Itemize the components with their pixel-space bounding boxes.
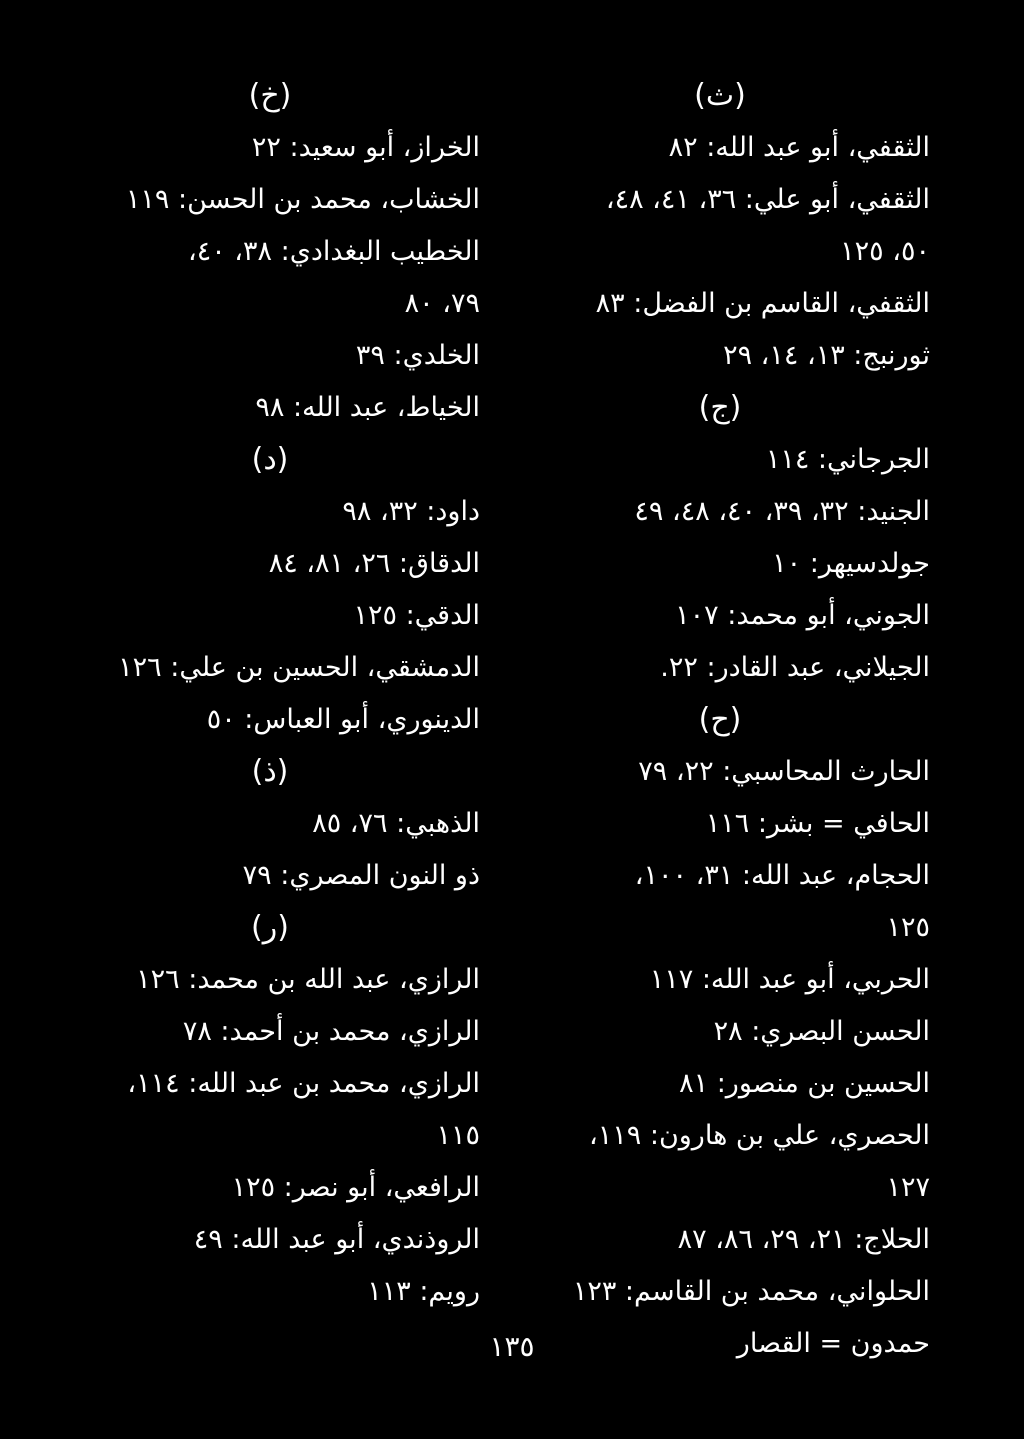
section-letter-heading: (ذ) [251, 754, 289, 789]
index-entry: الحجام، عبد الله: ٣١، ١٠٠، [634, 860, 930, 891]
index-entry: الثقفي، القاسم بن الفضل: ٨٣ [595, 288, 930, 319]
index-entry: ثورنبج: ١٣، ١٤، ٢٩ [723, 340, 930, 371]
index-entry: الذهبي: ٧٦، ٨٥ [312, 808, 480, 839]
section-letter-heading: (د) [251, 442, 289, 477]
index-entry: الثقفي، أبو علي: ٣٦، ٤١، ٤٨، [605, 184, 930, 215]
index-entry: الخلدي: ٣٩ [355, 340, 480, 371]
index-entry: الروذندي، أبو عبد الله: ٤٩ [193, 1224, 480, 1255]
index-entry: الجيلاني، عبد القادر: ٢٢. [660, 652, 930, 683]
page-number: ١٣٥ [489, 1330, 535, 1363]
section-letter-heading: (خ) [248, 78, 292, 113]
index-entry: الجوني، أبو محمد: ١٠٧ [675, 600, 930, 631]
index-entry-continuation: ١١٥ [436, 1120, 480, 1151]
section-letter-heading: (ث) [694, 78, 746, 113]
index-entry-continuation: ٥٠، ١٢٥ [840, 236, 930, 267]
index-entry: الثقفي، أبو عبد الله: ٨٢ [668, 132, 930, 163]
index-entry: حمدون = القصار [736, 1328, 930, 1359]
index-entry-continuation: ١٢٥ [886, 912, 930, 943]
index-entry: الجرجاني: ١١٤ [765, 444, 930, 475]
index-entry: جولدسيهر: ١٠ [772, 548, 930, 579]
index-entry-continuation: ٧٩، ٨٠ [404, 288, 480, 319]
index-entry: الرازي، محمد بن عبد الله: ١١٤، [127, 1068, 480, 1099]
index-entry: رويم: ١١٣ [367, 1276, 480, 1307]
index-entry: الدقاق: ٢٦، ٨١، ٨٤ [268, 548, 480, 579]
index-entry: الحارث المحاسبي: ٢٢، ٧٩ [638, 756, 930, 787]
index-entry: الرازي، محمد بن أحمد: ٧٨ [182, 1016, 480, 1047]
index-column-right [510, 70, 930, 1370]
index-entry: الحربي، أبو عبد الله: ١١٧ [649, 964, 930, 995]
index-entry: الرازي، عبد الله بن محمد: ١٢٦ [136, 964, 480, 995]
section-letter-heading: (ج) [698, 390, 742, 425]
index-entry: الحصري، علي بن هارون: ١١٩، [589, 1120, 930, 1151]
index-entry: الدقي: ١٢٥ [353, 600, 480, 631]
index-entry: الدمشقي، الحسين بن علي: ١٢٦ [118, 652, 480, 683]
index-entry: ذو النون المصري: ٧٩ [242, 860, 480, 891]
index-entry: الجنيد: ٣٢، ٣٩، ٤٠، ٤٨، ٤٩ [634, 496, 930, 527]
section-letter-heading: (ر) [251, 910, 289, 945]
index-entry: الدينوري، أبو العباس: ٥٠ [206, 704, 480, 735]
index-column-left [60, 70, 480, 1318]
index-entry: الخشاب، محمد بن الحسن: ١١٩ [125, 184, 480, 215]
index-entry: الحافي = بشر: ١١٦ [705, 808, 930, 839]
index-entry-continuation: ١٢٧ [886, 1172, 930, 1203]
index-entry: الخطيب البغدادي: ٣٨، ٤٠، [187, 236, 480, 267]
index-entry: الحلواني، محمد بن القاسم: ١٢٣ [572, 1276, 930, 1307]
index-entry: الخراز، أبو سعيد: ٢٢ [251, 132, 480, 163]
index-entry: الحسن البصري: ٢٨ [713, 1016, 930, 1047]
index-entry: الحسين بن منصور: ٨١ [679, 1068, 930, 1099]
section-letter-heading: (ح) [698, 702, 742, 737]
index-entry: الحلاج: ٢١، ٢٩، ٨٦، ٨٧ [677, 1224, 930, 1255]
index-entry: داود: ٣٢، ٩٨ [342, 496, 480, 527]
index-entry: الرافعي، أبو نصر: ١٢٥ [231, 1172, 480, 1203]
index-entry: الخياط، عبد الله: ٩٨ [255, 392, 480, 423]
